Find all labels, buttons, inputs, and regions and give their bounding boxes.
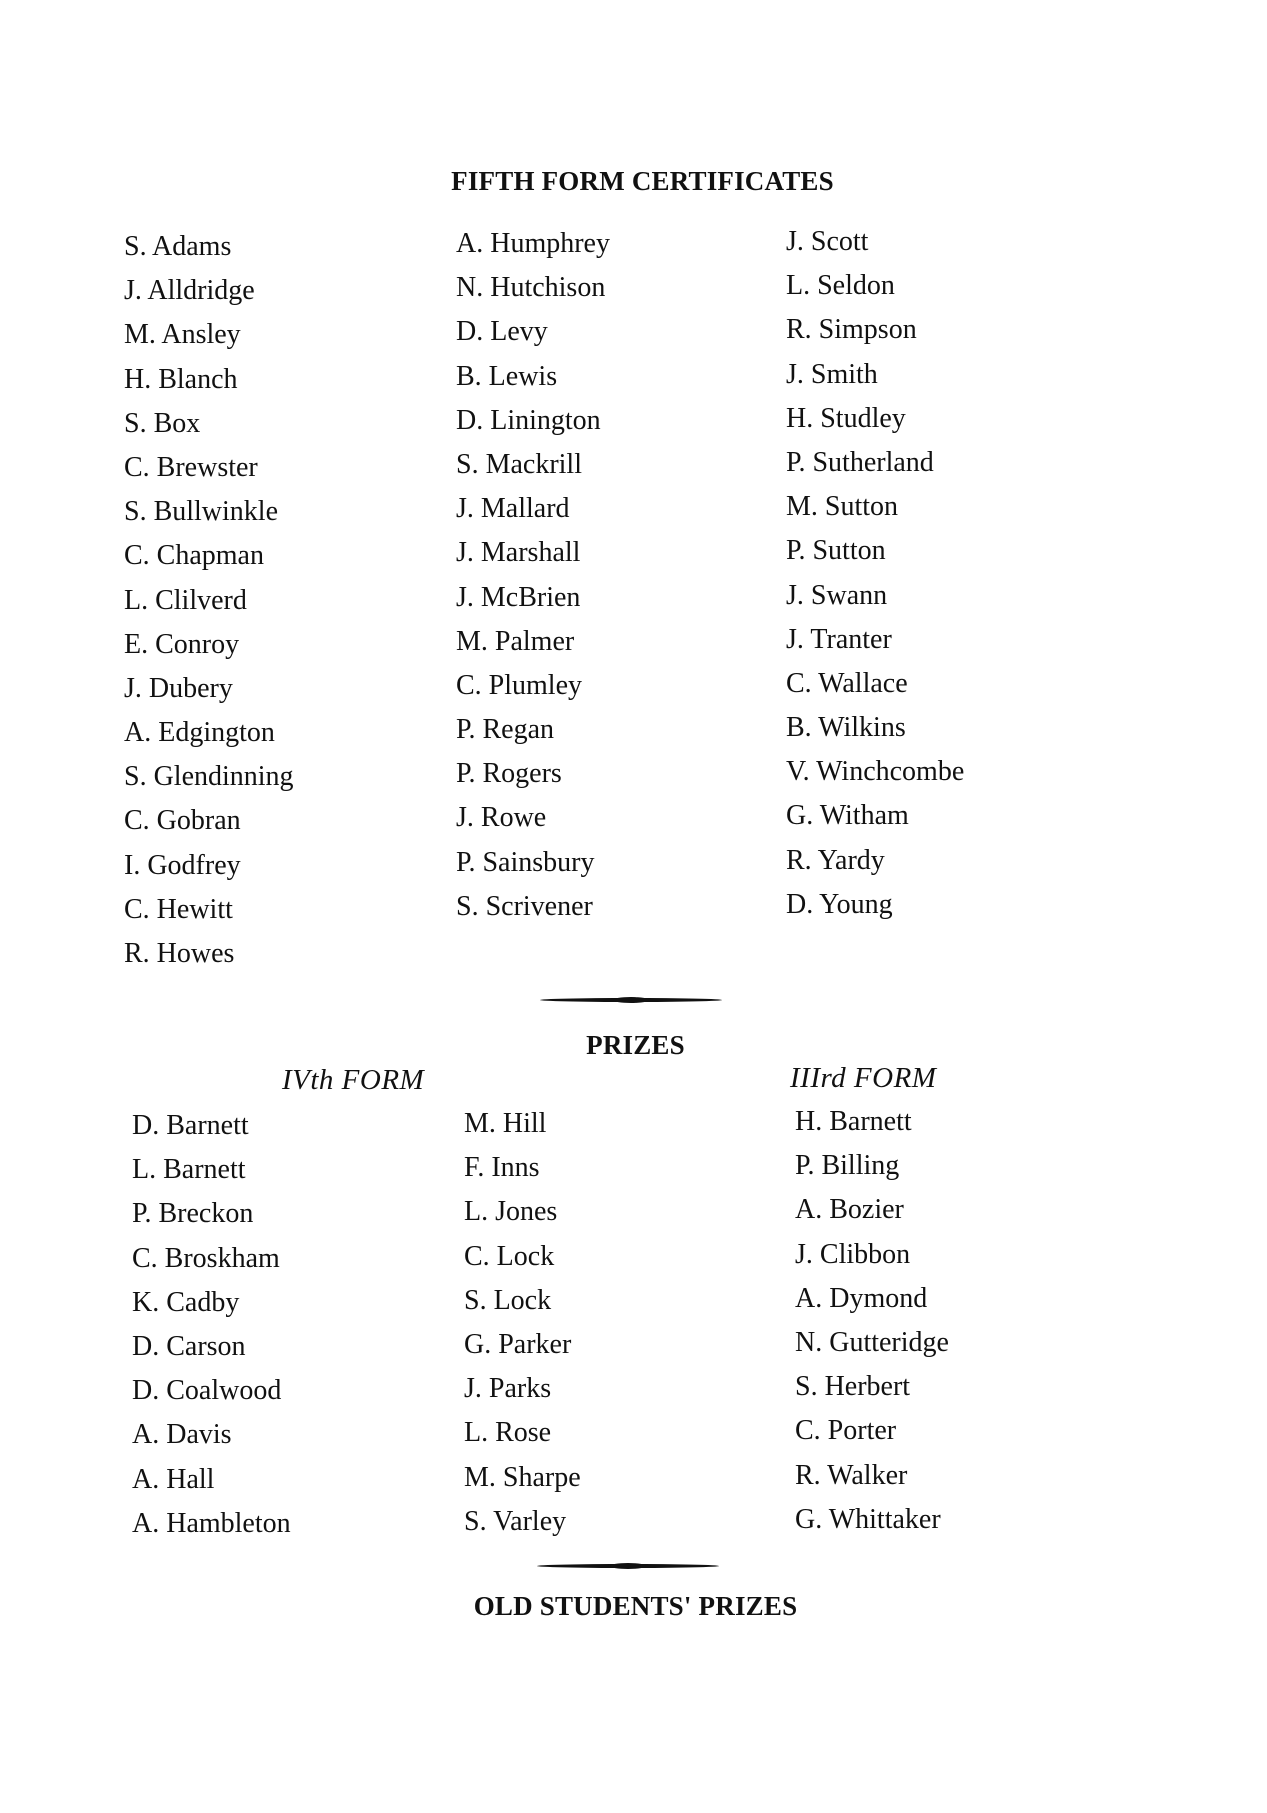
fifth-form-column-2 bbox=[456, 230, 610, 937]
list-item: C. Lock bbox=[464, 1240, 555, 1272]
list-item: M. Ansley bbox=[124, 319, 241, 351]
list-item: R. Simpson bbox=[786, 314, 917, 346]
list-item: R. Walker bbox=[795, 1459, 908, 1491]
list-item: C. Hewitt bbox=[124, 893, 233, 925]
list-item: P. Sutton bbox=[786, 535, 886, 567]
list-item: B. Lewis bbox=[456, 360, 558, 392]
list-item: V. Winchcombe bbox=[786, 756, 965, 788]
list-item: C. Brewster bbox=[124, 451, 258, 483]
list-item: D. Levy bbox=[456, 316, 548, 348]
list-item: G. Witham bbox=[786, 800, 909, 832]
list-item: H. Barnett bbox=[795, 1106, 912, 1137]
fourth-form-column-1 bbox=[132, 1112, 291, 1554]
list-item: J. Clibbon bbox=[795, 1238, 911, 1270]
list-item: J. Parks bbox=[464, 1373, 552, 1405]
fourth-form-label: IVth FORM bbox=[282, 1064, 425, 1096]
list-item: N. Gutteridge bbox=[795, 1326, 949, 1358]
list-item: C. Gobran bbox=[124, 805, 241, 837]
old-students-prizes-heading: OLD STUDENTS' PRIZES bbox=[473, 1591, 798, 1621]
list-item: D. Coalwood bbox=[132, 1375, 282, 1407]
list-item: D. Barnett bbox=[132, 1110, 249, 1141]
list-item: M. Sharpe bbox=[464, 1461, 581, 1493]
list-item: J. Mallard bbox=[456, 493, 570, 525]
section-divider bbox=[540, 998, 722, 1002]
list-item: G. Whittaker bbox=[795, 1503, 941, 1535]
list-item: J. Swann bbox=[786, 579, 888, 611]
list-item: S. Scrivener bbox=[456, 890, 593, 922]
fifth-form-column-1 bbox=[124, 233, 294, 984]
fifth-form-heading: FIFTH FORM CERTIFICATES bbox=[451, 166, 834, 196]
list-item: M. Sutton bbox=[786, 491, 899, 523]
section-divider-2 bbox=[537, 1564, 719, 1568]
list-item: D. Carson bbox=[132, 1330, 246, 1362]
list-item: S. Bullwinkle bbox=[124, 496, 279, 528]
list-item: G. Parker bbox=[464, 1328, 572, 1360]
list-item: C. Plumley bbox=[456, 669, 583, 701]
list-item: A. Hambleton bbox=[132, 1507, 291, 1539]
list-item: K. Cadby bbox=[132, 1286, 240, 1318]
list-item: I. Godfrey bbox=[124, 849, 241, 881]
list-item: J. Scott bbox=[786, 226, 869, 257]
list-item: C. Chapman bbox=[124, 540, 264, 572]
list-item: A. Hall bbox=[132, 1463, 215, 1495]
list-item: E. Conroy bbox=[124, 628, 240, 660]
list-item: J. Smith bbox=[786, 358, 878, 390]
list-item: R. Yardy bbox=[786, 844, 885, 876]
list-item: P. Breckon bbox=[132, 1198, 254, 1230]
list-item: L. Barnett bbox=[132, 1154, 246, 1186]
third-form-column-1 bbox=[795, 1108, 949, 1550]
fifth-form-column-3 bbox=[786, 228, 964, 935]
list-item: F. Inns bbox=[464, 1152, 540, 1184]
list-item: S. Varley bbox=[464, 1505, 567, 1537]
list-item: P. Rogers bbox=[456, 758, 562, 790]
list-item: H. Studley bbox=[786, 402, 906, 434]
list-item: C. Wallace bbox=[786, 667, 908, 699]
list-item: A. Humphrey bbox=[456, 228, 610, 259]
list-item: A. Bozier bbox=[795, 1194, 904, 1226]
fourth-form-column-2 bbox=[464, 1110, 581, 1552]
list-item: B. Wilkins bbox=[786, 712, 906, 744]
list-item: A. Dymond bbox=[795, 1282, 928, 1314]
list-item: D. Young bbox=[786, 888, 893, 920]
third-form-label: IIIrd FORM bbox=[790, 1062, 937, 1094]
list-item: S. Box bbox=[124, 407, 201, 439]
list-item: P. Sutherland bbox=[786, 446, 934, 478]
list-item: J. Rowe bbox=[456, 802, 547, 834]
list-item: R. Howes bbox=[124, 938, 235, 969]
list-item: A. Davis bbox=[132, 1419, 232, 1451]
list-item: S. Herbert bbox=[795, 1371, 911, 1403]
list-item: P. Billing bbox=[795, 1150, 900, 1182]
list-item: L. Seldon bbox=[786, 270, 895, 302]
list-item: J. McBrien bbox=[456, 581, 581, 613]
list-item: S. Lock bbox=[464, 1284, 552, 1316]
list-item: L. Jones bbox=[464, 1196, 558, 1228]
list-item: M. Hill bbox=[464, 1108, 547, 1139]
list-item: L. Clilverd bbox=[124, 584, 247, 616]
list-item: J. Marshall bbox=[456, 537, 581, 569]
list-item: C. Porter bbox=[795, 1415, 897, 1447]
list-item: J. Tranter bbox=[786, 623, 892, 655]
list-item: P. Sainsbury bbox=[456, 846, 595, 878]
list-item: N. Hutchison bbox=[456, 272, 606, 304]
list-item: J. Alldridge bbox=[124, 275, 255, 307]
list-item: S. Adams bbox=[124, 231, 232, 262]
list-item: M. Palmer bbox=[456, 625, 575, 657]
list-item: L. Rose bbox=[464, 1417, 552, 1449]
list-item: A. Edgington bbox=[124, 717, 275, 749]
list-item: D. Linington bbox=[456, 404, 601, 436]
list-item: C. Broskham bbox=[132, 1242, 280, 1274]
list-item: S. Mackrill bbox=[456, 448, 582, 480]
prizes-heading: PRIZES bbox=[586, 1030, 685, 1060]
list-item: P. Regan bbox=[456, 714, 554, 746]
list-item: J. Dubery bbox=[124, 672, 233, 704]
list-item: H. Blanch bbox=[124, 363, 238, 395]
list-item: S. Glendinning bbox=[124, 761, 294, 793]
